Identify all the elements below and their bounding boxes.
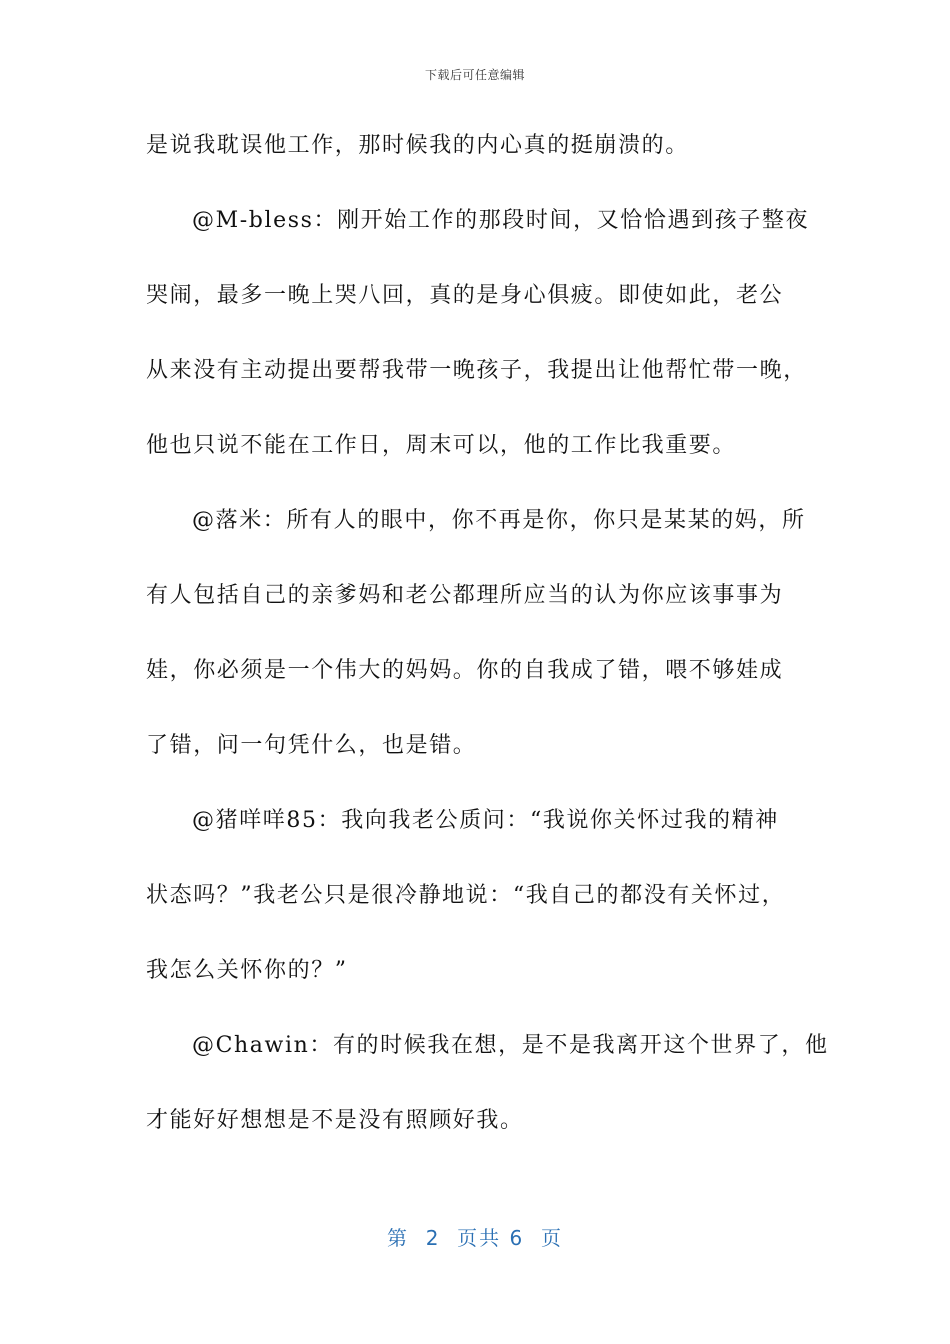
- text-line: @猪咩咩85：我向我老公质问：“我说你关怀过我的精神: [192, 808, 779, 833]
- text-line: @M-bless：刚开始工作的那段时间，又恰恰遇到孩子整夜: [192, 208, 810, 233]
- document-body: [146, 118, 829, 1168]
- text-line: 娃，你必须是一个伟大的妈妈。你的自我成了错，喂不够娃成: [146, 658, 784, 683]
- text-line: 是说我耽误他工作，那时候我的内心真的挺崩溃的。: [146, 133, 689, 158]
- text-line: 哭闹，最多一晚上哭八回，真的是身心俱疲。即使如此，老公: [146, 283, 784, 308]
- text-line: 状态吗？”我老公只是很冷静地说：“我自己的都没有关怀过，: [146, 883, 786, 908]
- page-number-footer: 第 2 页共 6 页: [387, 1226, 563, 1250]
- text-line: 才能好好想想是不是没有照顾好我。: [146, 1108, 524, 1133]
- page-header: 下载后可任意编辑: [424, 68, 525, 82]
- text-line: 他也只说不能在工作日，周末可以，他的工作比我重要。: [146, 433, 737, 458]
- text-line: 有人包括自己的亲爹妈和老公都理所应当的认为你应该事事为: [146, 583, 784, 608]
- text-line: 从来没有主动提出要帮我带一晚孩子，我提出让他帮忙带一晚，: [146, 358, 807, 383]
- text-line: 我怎么关怀你的？”: [146, 958, 348, 983]
- text-line: 了错，问一句凭什么，也是错。: [146, 733, 477, 758]
- text-line: @落米：所有人的眼中，你不再是你，你只是某某的妈，所: [192, 508, 806, 533]
- text-line: @Chawin：有的时候我在想，是不是我离开这个世界了，他: [192, 1033, 829, 1058]
